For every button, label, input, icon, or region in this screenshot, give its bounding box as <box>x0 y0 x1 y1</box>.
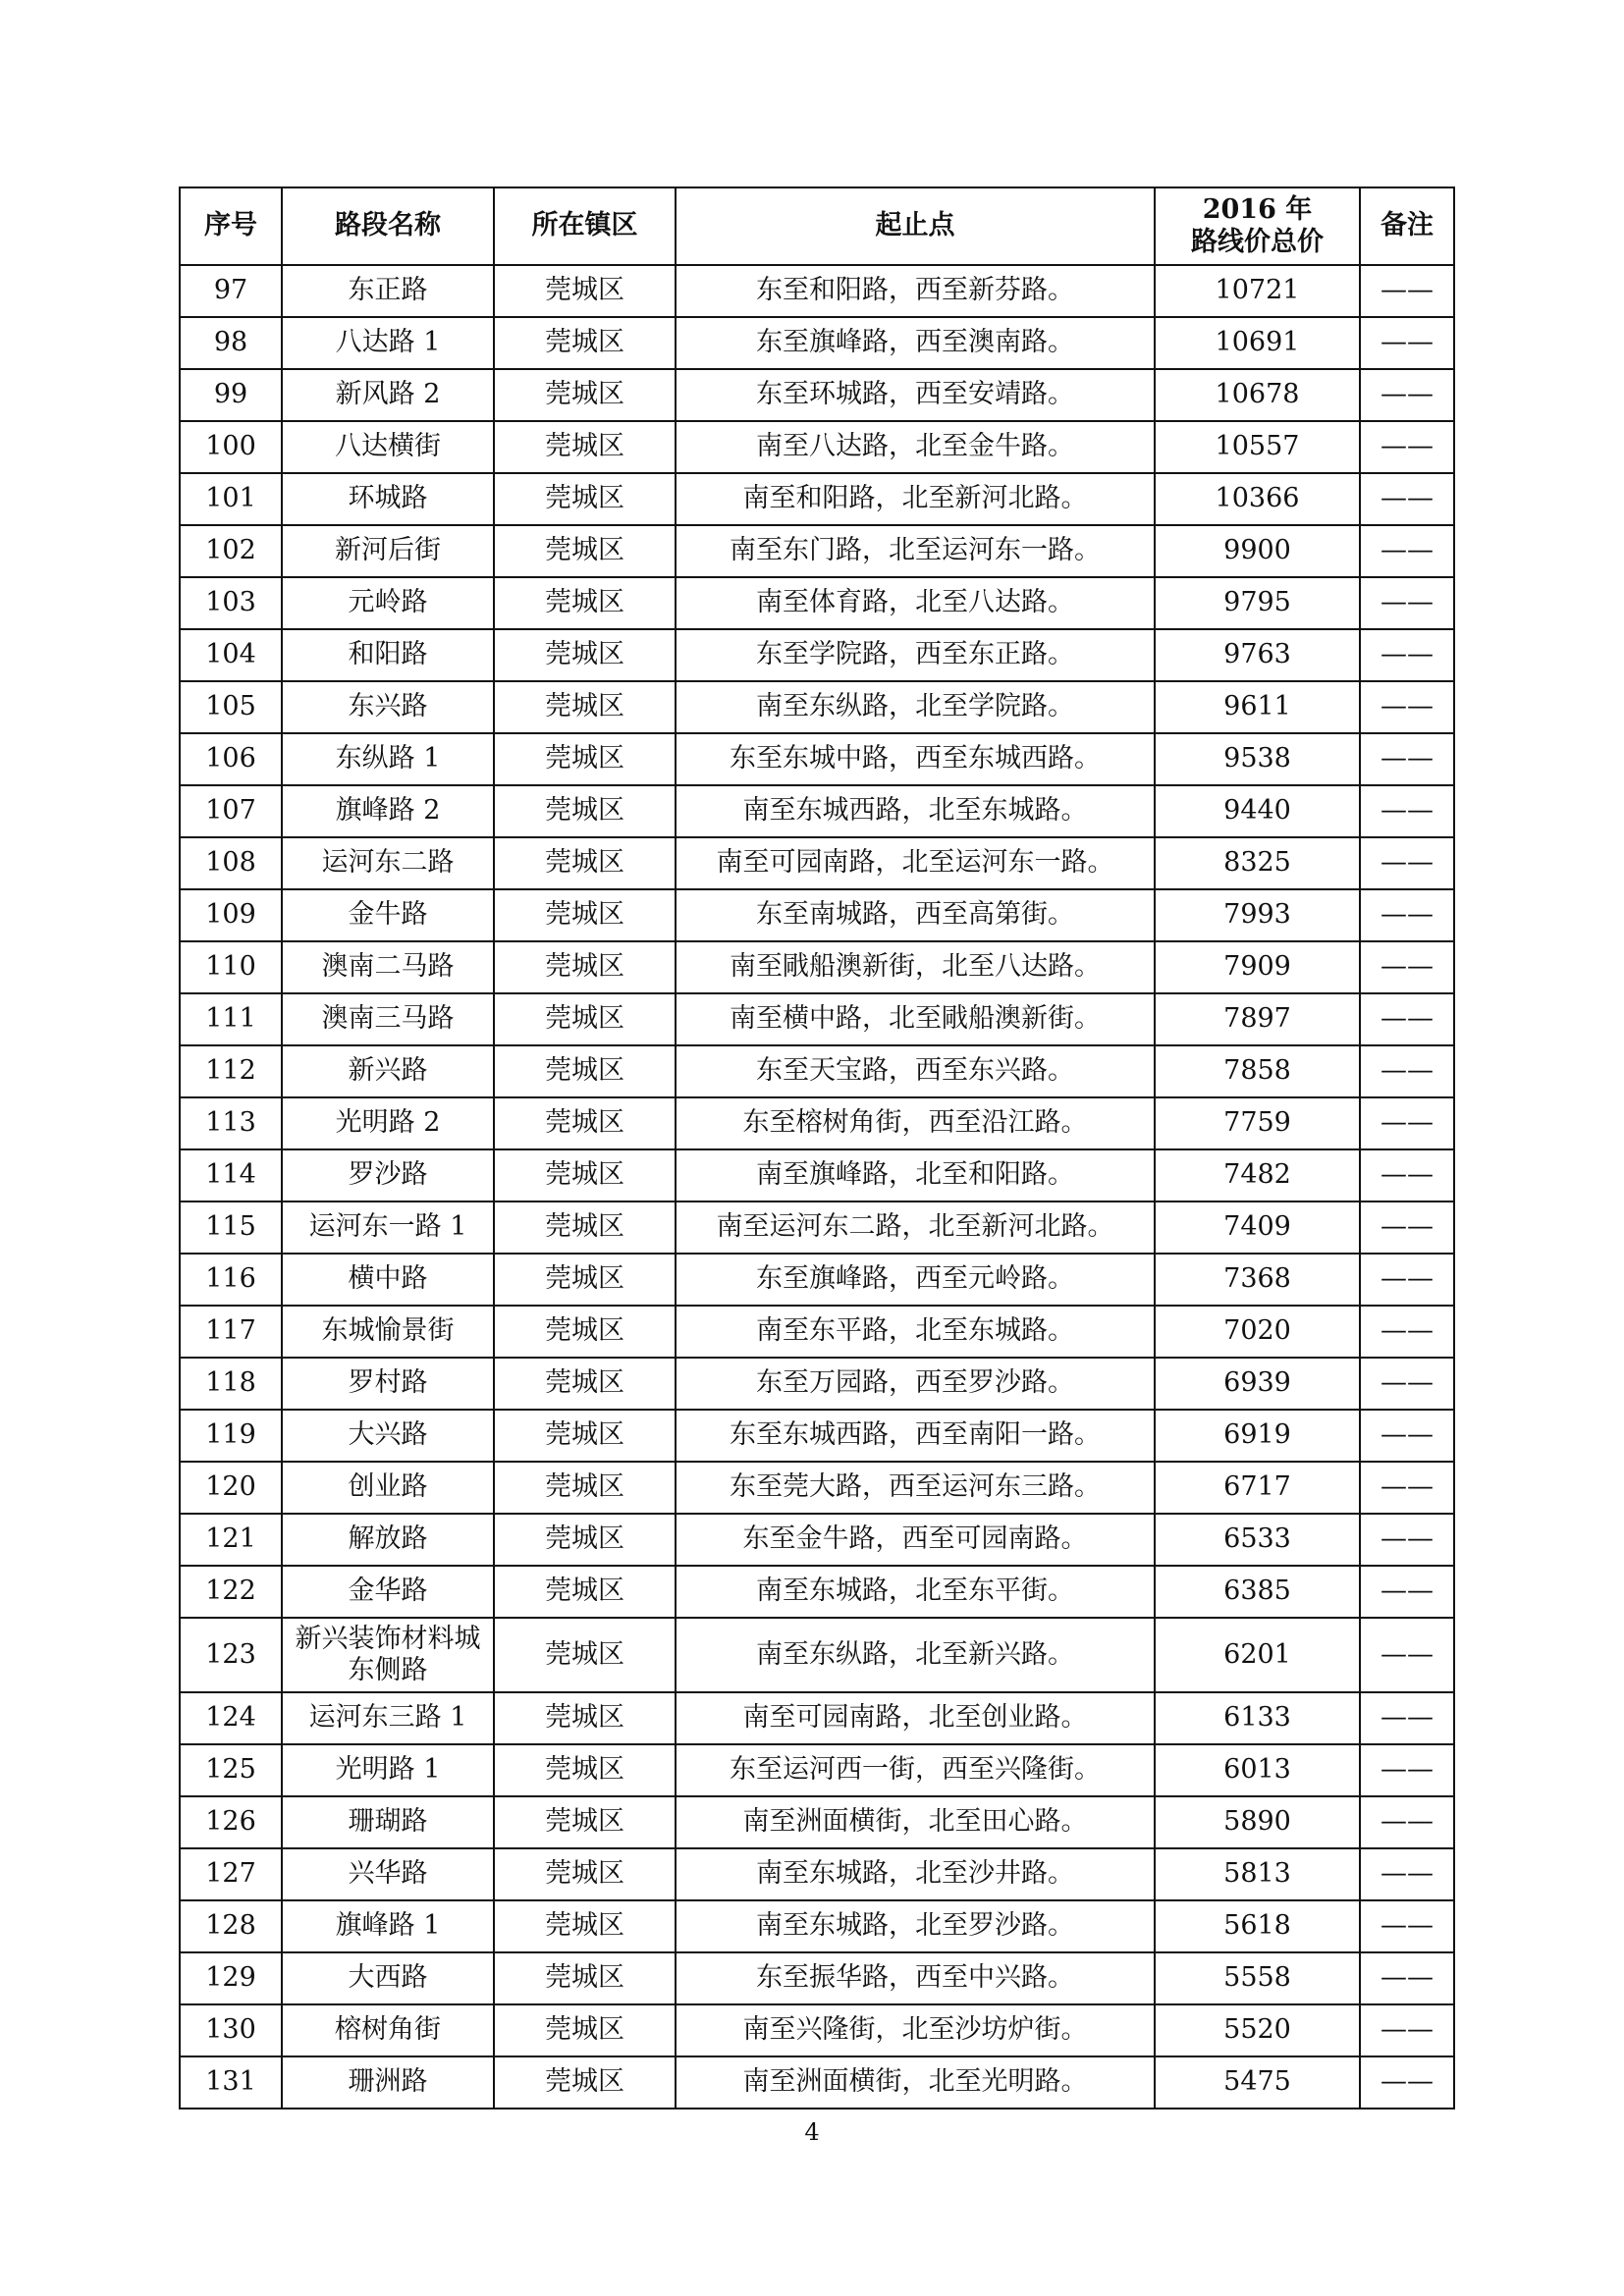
cell-price: 6201 <box>1155 1618 1360 1692</box>
table-body <box>180 265 1454 2109</box>
cell-price: 5618 <box>1155 1900 1360 1952</box>
cell-price: 9763 <box>1155 629 1360 681</box>
cell-road-name: 元岭路 <box>282 577 494 629</box>
cell-remark: —— <box>1360 1410 1454 1462</box>
table-row <box>180 1358 1454 1410</box>
table-row <box>180 1306 1454 1358</box>
cell-index: 105 <box>180 681 282 733</box>
header-price-label: 路线价总价 <box>1191 226 1324 257</box>
cell-index: 129 <box>180 1952 282 2004</box>
table-row <box>180 421 1454 473</box>
cell-start-end: 南至可园南路，北至运河东一路。 <box>676 837 1155 889</box>
cell-start-end: 南至东平路，北至东城路。 <box>676 1306 1155 1358</box>
cell-start-end: 南至东城路，北至东平街。 <box>676 1566 1155 1618</box>
cell-district: 莞城区 <box>494 1744 676 1796</box>
table-row <box>180 889 1454 941</box>
cell-district: 莞城区 <box>494 1462 676 1514</box>
cell-remark: —— <box>1360 1848 1454 1900</box>
cell-remark: —— <box>1360 733 1454 785</box>
table-row <box>180 317 1454 369</box>
cell-district: 莞城区 <box>494 525 676 577</box>
cell-road-name: 东城愉景街 <box>282 1306 494 1358</box>
cell-price: 9538 <box>1155 733 1360 785</box>
cell-price: 7020 <box>1155 1306 1360 1358</box>
cell-index: 124 <box>180 1692 282 1744</box>
cell-road-name: 金华路 <box>282 1566 494 1618</box>
cell-district: 莞城区 <box>494 681 676 733</box>
cell-district: 莞城区 <box>494 785 676 837</box>
cell-start-end: 东至运河西一街，西至兴隆街。 <box>676 1744 1155 1796</box>
table-row <box>180 1045 1454 1097</box>
cell-remark: —— <box>1360 1744 1454 1796</box>
cell-road-name: 新兴路 <box>282 1045 494 1097</box>
table-row <box>180 473 1454 525</box>
cell-start-end: 东至天宝路，西至东兴路。 <box>676 1045 1155 1097</box>
cell-index: 118 <box>180 1358 282 1410</box>
cell-remark: —— <box>1360 421 1454 473</box>
cell-road-name: 环城路 <box>282 473 494 525</box>
cell-remark: —— <box>1360 1045 1454 1097</box>
cell-remark: —— <box>1360 629 1454 681</box>
cell-district: 莞城区 <box>494 1097 676 1149</box>
cell-road-name: 旗峰路 2 <box>282 785 494 837</box>
header-price-year: 2016 年 <box>1202 194 1313 226</box>
cell-remark: —— <box>1360 1618 1454 1692</box>
table-row <box>180 1900 1454 1952</box>
table-row <box>180 265 1454 317</box>
cell-index: 125 <box>180 1744 282 1796</box>
table-row <box>180 1097 1454 1149</box>
cell-price: 10557 <box>1155 421 1360 473</box>
cell-remark: —— <box>1360 2056 1454 2109</box>
cell-price: 7368 <box>1155 1254 1360 1306</box>
cell-road-name: 创业路 <box>282 1462 494 1514</box>
header-price <box>1155 187 1360 265</box>
table-row <box>180 941 1454 993</box>
cell-road-name: 运河东一路 1 <box>282 1201 494 1254</box>
header-start-end: 起止点 <box>676 187 1155 265</box>
cell-index: 117 <box>180 1306 282 1358</box>
cell-index: 106 <box>180 733 282 785</box>
cell-district: 莞城区 <box>494 837 676 889</box>
cell-price: 10721 <box>1155 265 1360 317</box>
cell-start-end: 南至东城西路，北至东城路。 <box>676 785 1155 837</box>
cell-start-end: 东至莞大路，西至运河东三路。 <box>676 1462 1155 1514</box>
cell-index: 123 <box>180 1618 282 1692</box>
cell-district: 莞城区 <box>494 1952 676 2004</box>
cell-remark: —— <box>1360 1462 1454 1514</box>
cell-road-name: 大兴路 <box>282 1410 494 1462</box>
cell-district: 莞城区 <box>494 317 676 369</box>
cell-price: 5475 <box>1155 2056 1360 2109</box>
table-row <box>180 1692 1454 1744</box>
table-row <box>180 733 1454 785</box>
cell-remark: —— <box>1360 785 1454 837</box>
table-row <box>180 1149 1454 1201</box>
cell-start-end: 东至万园路，西至罗沙路。 <box>676 1358 1155 1410</box>
cell-road-name: 珊瑚路 <box>282 1796 494 1848</box>
cell-road-name: 运河东三路 1 <box>282 1692 494 1744</box>
cell-remark: —— <box>1360 525 1454 577</box>
cell-remark: —— <box>1360 1952 1454 2004</box>
cell-road-name: 罗沙路 <box>282 1149 494 1201</box>
table-row <box>180 785 1454 837</box>
cell-road-name: 横中路 <box>282 1254 494 1306</box>
cell-start-end: 南至旗峰路，北至和阳路。 <box>676 1149 1155 1201</box>
cell-price: 6919 <box>1155 1410 1360 1462</box>
cell-start-end: 东至旗峰路，西至元岭路。 <box>676 1254 1155 1306</box>
cell-start-end: 南至兴隆街，北至沙坊炉街。 <box>676 2004 1155 2056</box>
cell-district: 莞城区 <box>494 473 676 525</box>
cell-price: 6013 <box>1155 1744 1360 1796</box>
cell-start-end: 南至体育路，北至八达路。 <box>676 577 1155 629</box>
cell-start-end: 东至榕树角街，西至沿江路。 <box>676 1097 1155 1149</box>
cell-district: 莞城区 <box>494 1618 676 1692</box>
cell-road-name: 榕树角街 <box>282 2004 494 2056</box>
cell-index: 110 <box>180 941 282 993</box>
table-row <box>180 369 1454 421</box>
cell-index: 131 <box>180 2056 282 2109</box>
cell-road-name <box>282 1618 494 1692</box>
cell-remark: —— <box>1360 2004 1454 2056</box>
cell-price: 9900 <box>1155 525 1360 577</box>
cell-remark: —— <box>1360 1796 1454 1848</box>
cell-road-name: 新风路 2 <box>282 369 494 421</box>
page-number: 4 <box>804 2118 820 2146</box>
cell-price: 6939 <box>1155 1358 1360 1410</box>
cell-district: 莞城区 <box>494 369 676 421</box>
cell-district: 莞城区 <box>494 889 676 941</box>
cell-index: 107 <box>180 785 282 837</box>
cell-remark: —— <box>1360 1514 1454 1566</box>
table-row <box>180 993 1454 1045</box>
table-row <box>180 2004 1454 2056</box>
table-row <box>180 837 1454 889</box>
cell-index: 102 <box>180 525 282 577</box>
cell-district: 莞城区 <box>494 1848 676 1900</box>
cell-road-name: 旗峰路 1 <box>282 1900 494 1952</box>
table-row <box>180 629 1454 681</box>
cell-district: 莞城区 <box>494 733 676 785</box>
cell-remark: —— <box>1360 1358 1454 1410</box>
cell-start-end: 南至戙船澳新街，北至八达路。 <box>676 941 1155 993</box>
cell-district: 莞城区 <box>494 577 676 629</box>
cell-index: 128 <box>180 1900 282 1952</box>
cell-district: 莞城区 <box>494 421 676 473</box>
cell-start-end: 东至金牛路，西至可园南路。 <box>676 1514 1155 1566</box>
cell-price: 9795 <box>1155 577 1360 629</box>
cell-start-end: 南至八达路，北至金牛路。 <box>676 421 1155 473</box>
table-row <box>180 1796 1454 1848</box>
cell-remark: —— <box>1360 889 1454 941</box>
cell-district: 莞城区 <box>494 1566 676 1618</box>
table-row <box>180 1462 1454 1514</box>
cell-road-name: 兴华路 <box>282 1848 494 1900</box>
header-district: 所在镇区 <box>494 187 676 265</box>
cell-district: 莞城区 <box>494 941 676 993</box>
road-price-table <box>179 187 1455 2109</box>
cell-road-name: 光明路 2 <box>282 1097 494 1149</box>
table-row <box>180 577 1454 629</box>
cell-price: 6385 <box>1155 1566 1360 1618</box>
cell-remark: —— <box>1360 1306 1454 1358</box>
cell-price: 5520 <box>1155 2004 1360 2056</box>
cell-price: 10691 <box>1155 317 1360 369</box>
cell-index: 116 <box>180 1254 282 1306</box>
cell-district: 莞城区 <box>494 1254 676 1306</box>
cell-district: 莞城区 <box>494 1045 676 1097</box>
cell-index: 119 <box>180 1410 282 1462</box>
cell-remark: —— <box>1360 1692 1454 1744</box>
cell-start-end: 东至振华路，西至中兴路。 <box>676 1952 1155 2004</box>
cell-start-end: 南至东城路，北至沙井路。 <box>676 1848 1155 1900</box>
cell-start-end: 东至东城西路，西至南阳一路。 <box>676 1410 1155 1462</box>
cell-start-end: 南至洲面横街，北至光明路。 <box>676 2056 1155 2109</box>
cell-price: 7759 <box>1155 1097 1360 1149</box>
table-row <box>180 1514 1454 1566</box>
cell-index: 101 <box>180 473 282 525</box>
cell-remark: —— <box>1360 577 1454 629</box>
cell-start-end: 南至东门路，北至运河东一路。 <box>676 525 1155 577</box>
cell-remark: —— <box>1360 837 1454 889</box>
table-row <box>180 2056 1454 2109</box>
header-remark: 备注 <box>1360 187 1454 265</box>
cell-price: 6533 <box>1155 1514 1360 1566</box>
table-row <box>180 1254 1454 1306</box>
cell-index: 130 <box>180 2004 282 2056</box>
cell-price: 8325 <box>1155 837 1360 889</box>
cell-price: 7858 <box>1155 1045 1360 1097</box>
cell-index: 108 <box>180 837 282 889</box>
cell-road-name: 解放路 <box>282 1514 494 1566</box>
cell-road-name: 八达横街 <box>282 421 494 473</box>
cell-road-name: 新河后街 <box>282 525 494 577</box>
cell-district: 莞城区 <box>494 2056 676 2109</box>
cell-road-name: 大西路 <box>282 1952 494 2004</box>
cell-district: 莞城区 <box>494 1358 676 1410</box>
cell-start-end: 东至南城路，西至高第街。 <box>676 889 1155 941</box>
cell-index: 99 <box>180 369 282 421</box>
cell-index: 126 <box>180 1796 282 1848</box>
cell-remark: —— <box>1360 1254 1454 1306</box>
cell-district: 莞城区 <box>494 1692 676 1744</box>
cell-index: 113 <box>180 1097 282 1149</box>
cell-road-name: 东纵路 1 <box>282 733 494 785</box>
table-row <box>180 1744 1454 1796</box>
table-row <box>180 1566 1454 1618</box>
cell-index: 98 <box>180 317 282 369</box>
table-row <box>180 1848 1454 1900</box>
cell-start-end: 南至运河东二路，北至新河北路。 <box>676 1201 1155 1254</box>
cell-remark: —— <box>1360 1097 1454 1149</box>
cell-price: 7909 <box>1155 941 1360 993</box>
cell-price: 6133 <box>1155 1692 1360 1744</box>
cell-start-end: 南至东城路，北至罗沙路。 <box>676 1900 1155 1952</box>
cell-price: 7993 <box>1155 889 1360 941</box>
cell-index: 109 <box>180 889 282 941</box>
cell-index: 103 <box>180 577 282 629</box>
cell-district: 莞城区 <box>494 1410 676 1462</box>
cell-price: 7897 <box>1155 993 1360 1045</box>
cell-start-end: 南至可园南路，北至创业路。 <box>676 1692 1155 1744</box>
cell-district: 莞城区 <box>494 1796 676 1848</box>
table-row <box>180 1201 1454 1254</box>
cell-price: 5890 <box>1155 1796 1360 1848</box>
cell-district: 莞城区 <box>494 1201 676 1254</box>
cell-district: 莞城区 <box>494 1900 676 1952</box>
cell-index: 104 <box>180 629 282 681</box>
cell-price: 5558 <box>1155 1952 1360 2004</box>
cell-road-name: 澳南三马路 <box>282 993 494 1045</box>
cell-start-end: 南至东纵路，北至学院路。 <box>676 681 1155 733</box>
cell-start-end: 东至东城中路，西至东城西路。 <box>676 733 1155 785</box>
cell-start-end: 东至环城路，西至安靖路。 <box>676 369 1155 421</box>
header-index: 序号 <box>180 187 282 265</box>
cell-remark: —— <box>1360 993 1454 1045</box>
cell-road-name: 东正路 <box>282 265 494 317</box>
header-road-name: 路段名称 <box>282 187 494 265</box>
cell-remark: —— <box>1360 1149 1454 1201</box>
road-name-text: 新兴装饰材料城东侧路 <box>295 1623 481 1685</box>
cell-start-end: 东至旗峰路，西至澳南路。 <box>676 317 1155 369</box>
table-row <box>180 681 1454 733</box>
cell-district: 莞城区 <box>494 993 676 1045</box>
cell-index: 114 <box>180 1149 282 1201</box>
cell-remark: —— <box>1360 473 1454 525</box>
table-row <box>180 1410 1454 1462</box>
cell-remark: —— <box>1360 1900 1454 1952</box>
cell-remark: —— <box>1360 1566 1454 1618</box>
table-row <box>180 1618 1454 1692</box>
cell-start-end: 南至东纵路，北至新兴路。 <box>676 1618 1155 1692</box>
cell-index: 120 <box>180 1462 282 1514</box>
cell-index: 127 <box>180 1848 282 1900</box>
cell-price: 7482 <box>1155 1149 1360 1201</box>
cell-index: 100 <box>180 421 282 473</box>
cell-start-end: 南至洲面横街，北至田心路。 <box>676 1796 1155 1848</box>
cell-road-name: 运河东二路 <box>282 837 494 889</box>
cell-index: 111 <box>180 993 282 1045</box>
cell-start-end: 东至和阳路，西至新芬路。 <box>676 265 1155 317</box>
cell-price: 9440 <box>1155 785 1360 837</box>
cell-index: 97 <box>180 265 282 317</box>
cell-price: 10366 <box>1155 473 1360 525</box>
cell-district: 莞城区 <box>494 265 676 317</box>
cell-district: 莞城区 <box>494 2004 676 2056</box>
cell-road-name: 罗村路 <box>282 1358 494 1410</box>
cell-start-end: 东至学院路，西至东正路。 <box>676 629 1155 681</box>
cell-remark: —— <box>1360 681 1454 733</box>
cell-district: 莞城区 <box>494 1514 676 1566</box>
cell-index: 121 <box>180 1514 282 1566</box>
cell-remark: —— <box>1360 369 1454 421</box>
cell-remark: —— <box>1360 941 1454 993</box>
cell-start-end: 南至和阳路，北至新河北路。 <box>676 473 1155 525</box>
cell-index: 115 <box>180 1201 282 1254</box>
cell-price: 7409 <box>1155 1201 1360 1254</box>
table-row <box>180 525 1454 577</box>
cell-road-name: 八达路 1 <box>282 317 494 369</box>
cell-remark: —— <box>1360 265 1454 317</box>
cell-road-name: 东兴路 <box>282 681 494 733</box>
cell-remark: —— <box>1360 317 1454 369</box>
table-row <box>180 1952 1454 2004</box>
table-header-row <box>180 187 1454 265</box>
cell-road-name: 光明路 1 <box>282 1744 494 1796</box>
cell-remark: —— <box>1360 1201 1454 1254</box>
cell-road-name: 和阳路 <box>282 629 494 681</box>
cell-start-end: 南至横中路，北至戙船澳新街。 <box>676 993 1155 1045</box>
cell-price: 5813 <box>1155 1848 1360 1900</box>
cell-district: 莞城区 <box>494 1149 676 1201</box>
cell-district: 莞城区 <box>494 629 676 681</box>
cell-road-name: 珊洲路 <box>282 2056 494 2109</box>
cell-index: 122 <box>180 1566 282 1618</box>
cell-price: 6717 <box>1155 1462 1360 1514</box>
cell-road-name: 澳南二马路 <box>282 941 494 993</box>
cell-index: 112 <box>180 1045 282 1097</box>
cell-price: 9611 <box>1155 681 1360 733</box>
cell-road-name: 金牛路 <box>282 889 494 941</box>
cell-district: 莞城区 <box>494 1306 676 1358</box>
cell-price: 10678 <box>1155 369 1360 421</box>
